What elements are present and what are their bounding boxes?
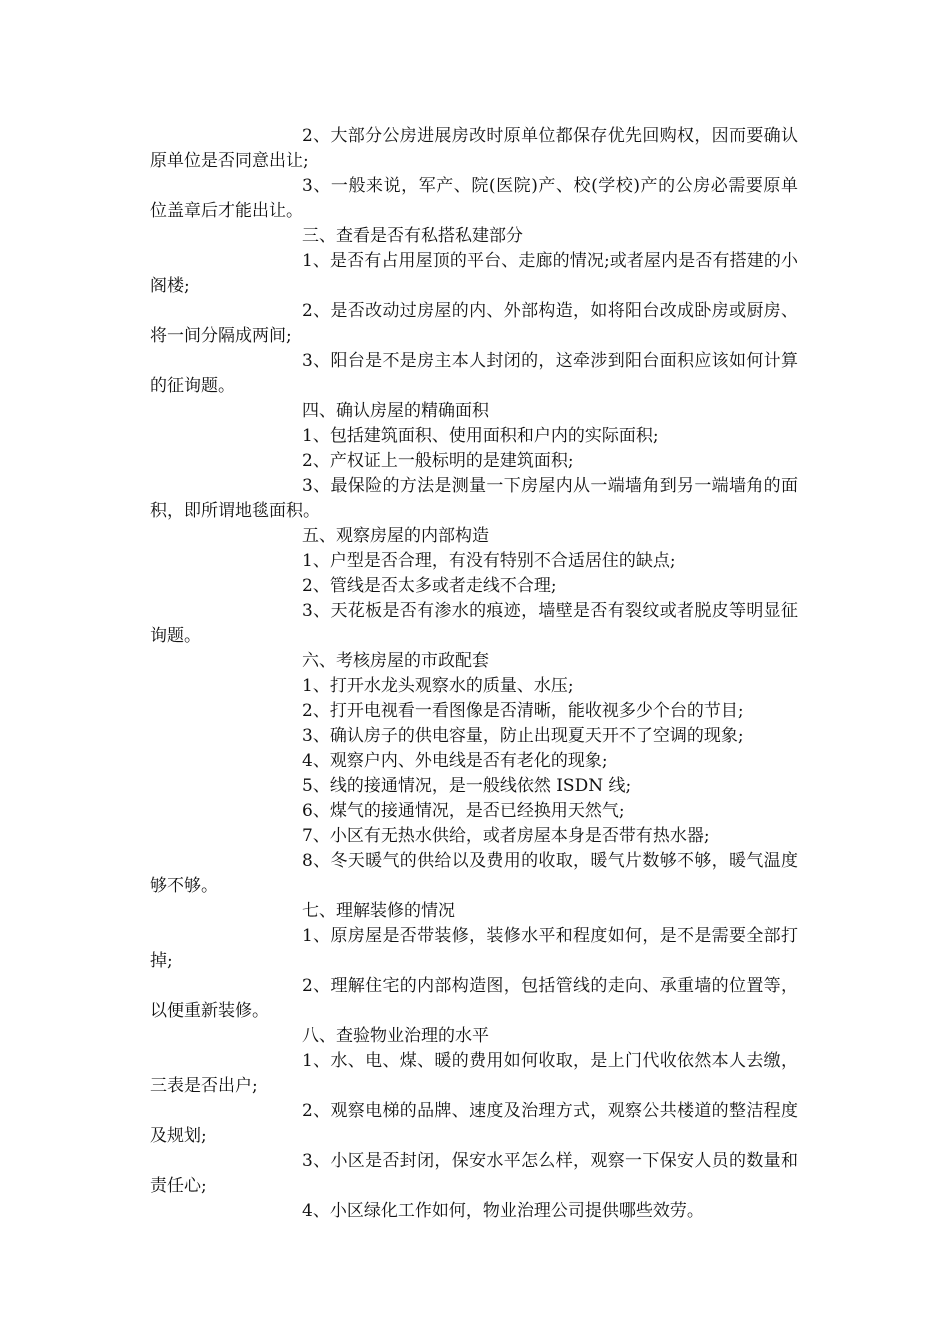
list-item: 2、大部分公房进展房改时原单位都保存优先回购权，因而要确认原单位是否同意出让; (150, 126, 798, 171)
section-heading: 五、观察房屋的内部构造 (302, 526, 489, 546)
list-item: 1、包括建筑面积、使用面积和户内的实际面积; (302, 426, 659, 446)
list-item: 4、观察户内、外电线是否有老化的现象; (302, 751, 608, 771)
list-item: 1、户型是否合理，有没有特别不合适居住的缺点; (302, 551, 676, 571)
list-item: 6、煤气的接通情况，是否已经换用天然气; (302, 801, 625, 821)
list-item: 1、是否有占用屋顶的平台、走廊的情况;或者屋内是否有搭建的小阁楼; (150, 251, 798, 296)
section-heading: 四、确认房屋的精确面积 (302, 401, 489, 421)
section-heading: 七、理解装修的情况 (302, 901, 455, 921)
list-item: 2、是否改动过房屋的内、外部构造，如将阳台改成卧房或厨房、将一间分隔成两间; (150, 301, 798, 346)
list-item: 1、水、电、煤、暖的费用如何收取，是上门代收依然本人去缴，三表是否出户; (150, 1051, 798, 1096)
list-item: 3、阳台是不是房主本人封闭的，这牵涉到阳台面积应该如何计算的征询题。 (150, 351, 798, 396)
list-item: 2、理解住宅的内部构造图，包括管线的走向、承重墙的位置等，以便重新装修。 (150, 976, 798, 1021)
list-item: 3、小区是否封闭，保安水平怎么样，观察一下保安人员的数量和责任心; (150, 1151, 798, 1196)
list-item: 2、观察电梯的品牌、速度及治理方式，观察公共楼道的整洁程度及规划; (150, 1101, 798, 1146)
list-item: 1、原房屋是否带装修，装修水平和程度如何，是不是需要全部打掉; (150, 926, 798, 971)
list-item: 2、打开电视看一看图像是否清晰，能收视多少个台的节目; (302, 701, 744, 721)
document-body (150, 124, 798, 1224)
list-item: 3、天花板是否有渗水的痕迹，墙壁是否有裂纹或者脱皮等明显征询题。 (150, 601, 798, 646)
list-item: 3、一般来说，军产、院(医院)产、校(学校)产的公房必需要原单位盖章后才能出让。 (150, 176, 798, 221)
list-item: 1、打开水龙头观察水的质量、水压; (302, 676, 574, 696)
list-item: 8、冬天暖气的供给以及费用的收取，暖气片数够不够，暖气温度够不够。 (150, 851, 798, 896)
section-heading: 六、考核房屋的市政配套 (302, 651, 489, 671)
list-item: 3、确认房子的供电容量，防止出现夏天开不了空调的现象; (302, 726, 744, 746)
list-item: 3、最保险的方法是测量一下房屋内从一端墙角到另一端墙角的面积，即所谓地毯面积。 (150, 476, 798, 521)
list-item: 5、线的接通情况，是一般线依然 ISDN 线; (302, 776, 632, 796)
list-item: 7、小区有无热水供给，或者房屋本身是否带有热水器; (302, 826, 710, 846)
list-item: 2、管线是否太多或者走线不合理; (302, 576, 557, 596)
section-heading: 三、查看是否有私搭私建部分 (302, 226, 523, 246)
list-item: 2、产权证上一般标明的是建筑面积; (302, 451, 574, 471)
section-heading: 八、查验物业治理的水平 (302, 1026, 489, 1046)
list-item: 4、小区绿化工作如何，物业治理公司提供哪些效劳。 (302, 1201, 704, 1221)
